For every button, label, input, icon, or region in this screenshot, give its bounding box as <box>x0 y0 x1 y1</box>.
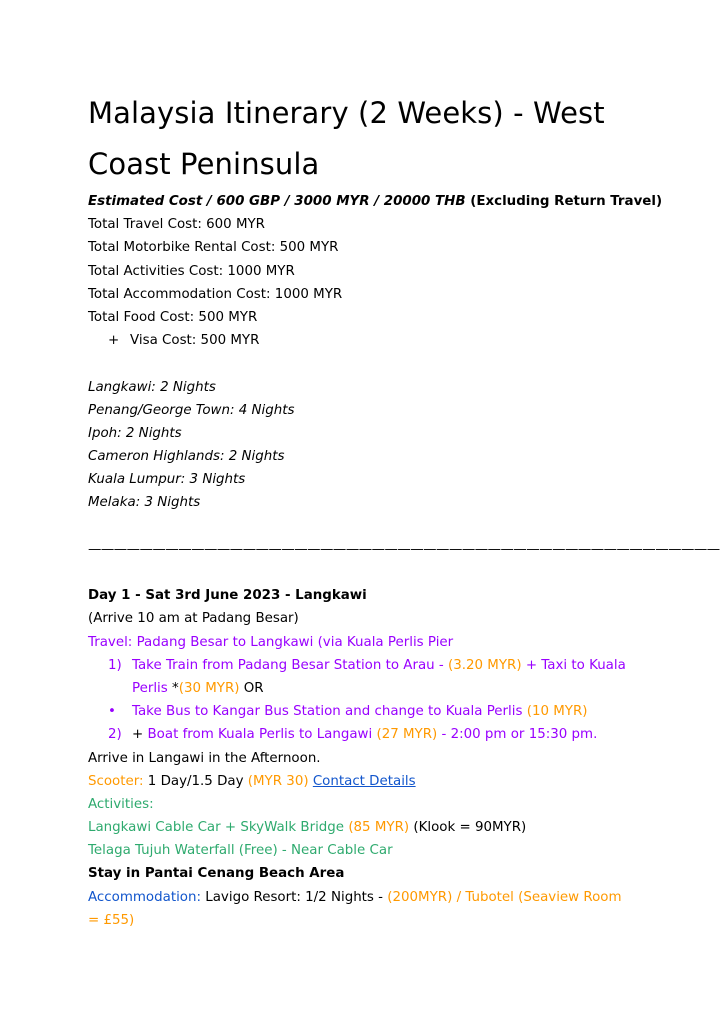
boat-price: (27 MYR) <box>376 727 438 743</box>
spacer <box>88 561 688 584</box>
travel-option-bus <box>88 700 688 723</box>
bus-price: (10 MYR) <box>526 704 588 720</box>
visa-text: Visa Cost: 500 MYR <box>130 333 260 349</box>
estimated-cost-text: Estimated Cost / 600 GBP / 3000 MYR / 20000 THB <box>88 194 466 209</box>
boat-times: - 2:00 pm or 15:30 pm. <box>437 727 598 743</box>
cable-car-text: Langkawi Cable Car + SkyWalk Bridge <box>88 820 349 836</box>
night-place: Langkawi <box>88 379 152 395</box>
accommodation-price-cont: = £55) <box>88 912 135 928</box>
travel-option-2 <box>88 723 688 746</box>
night-place: Cameron Highlands <box>88 449 220 465</box>
stay-area: Stay in Pantai Cenang Beach Area <box>88 866 345 882</box>
cost-travel: Total Travel Cost: 600 MYR <box>88 217 265 233</box>
accommodation-price: (200MYR) / Tubotel (Seaview Room <box>387 889 622 905</box>
cost-accommodation: Total Accommodation Cost: 1000 MYR <box>88 286 343 302</box>
scooter-label: Scooter: <box>88 773 144 789</box>
accommodation-text: Lavigo Resort: 1/2 Nights - <box>201 889 388 905</box>
day1-arrive: (Arrive 10 am at Padang Besar) <box>88 611 299 627</box>
list-number: 1) <box>108 657 122 673</box>
night-place: Penang/George Town <box>88 402 230 418</box>
night-count: : 2 Nights <box>219 449 285 465</box>
accommodation-line <box>88 886 688 909</box>
night-place: Ipoh <box>88 425 118 441</box>
nights-langkawi <box>88 376 688 399</box>
star-mark: * <box>172 680 179 696</box>
cost-activities: Total Activities Cost: 1000 MYR <box>88 263 295 279</box>
activity-cable-car <box>88 816 688 839</box>
document-body <box>88 190 720 932</box>
day1-heading: Day 1 - Sat 3rd June 2023 - Langkawi <box>88 588 367 604</box>
plus-mark: + <box>132 727 148 743</box>
spacer <box>88 515 688 538</box>
cost-food: Total Food Cost: 500 MYR <box>88 309 258 325</box>
night-count: : 2 Nights <box>151 379 216 395</box>
travel-option-1-cont <box>88 677 688 700</box>
list-number: 2) <box>108 727 122 743</box>
excluding-travel-text: (Excluding Return Travel) <box>465 194 663 209</box>
nights-penang <box>88 399 688 422</box>
estimated-cost-line <box>88 190 688 213</box>
scooter-line <box>88 770 688 793</box>
page-title: Malaysia Itinerary (2 Weeks) - West Coast Peninsula <box>88 96 605 181</box>
scooter-price: (MYR 30) <box>247 773 309 789</box>
nights-kl <box>88 468 688 491</box>
accommodation-label: Accommodation: <box>88 889 201 905</box>
taxi-price: (30 MYR) <box>178 680 240 696</box>
night-count: : 3 Nights <box>180 472 246 488</box>
nights-ipoh <box>88 422 688 445</box>
contact-details-link[interactable]: Contact Details <box>312 773 416 789</box>
klook-text: (Klook = 90MYR) <box>409 820 527 836</box>
night-count: : 4 Nights <box>229 402 295 418</box>
train-price: (3.20 MYR) <box>448 657 522 673</box>
night-place: Kuala Lumpur <box>88 472 181 488</box>
night-place: Melaka <box>88 495 136 511</box>
night-count: : 2 Nights <box>117 425 182 441</box>
night-count: : 3 Nights <box>135 495 201 511</box>
spacer <box>88 352 688 375</box>
divider-line: ————————————————————————————————————————————————— <box>88 541 720 557</box>
or-text: OR <box>239 680 264 696</box>
cost-visa <box>88 329 688 352</box>
taxi-text: + Taxi to Kuala <box>521 657 626 673</box>
perlis-text: Perlis <box>132 680 173 696</box>
activity-waterfall: Telaga Tujuh Waterfall (Free) - Near Cable Car <box>88 843 393 859</box>
plus-bullet: + <box>108 333 120 349</box>
cable-car-price: (85 MYR) <box>348 820 410 836</box>
arrive-afternoon: Arrive in Langawi in the Afternoon. <box>88 750 321 766</box>
bus-text: Take Bus to Kangar Bus Station and change to Kuala Perlis <box>132 704 527 720</box>
travel-option-1 <box>88 654 688 677</box>
train-text: Take Train from Padang Besar Station to Arau - <box>132 657 449 673</box>
cost-motorbike: Total Motorbike Rental Cost: 500 MYR <box>88 240 339 256</box>
boat-text: Boat from Kuala Perlis to Langawi <box>147 727 377 743</box>
activities-label: Activities: <box>88 796 154 812</box>
nights-melaka <box>88 491 688 514</box>
bullet-dot: • <box>108 704 116 720</box>
day1-travel: Travel: Padang Besar to Langkawi (via Kuala Perlis Pier <box>88 634 454 650</box>
nights-cameron <box>88 445 688 468</box>
scooter-duration: 1 Day/1.5 Day <box>143 773 248 789</box>
